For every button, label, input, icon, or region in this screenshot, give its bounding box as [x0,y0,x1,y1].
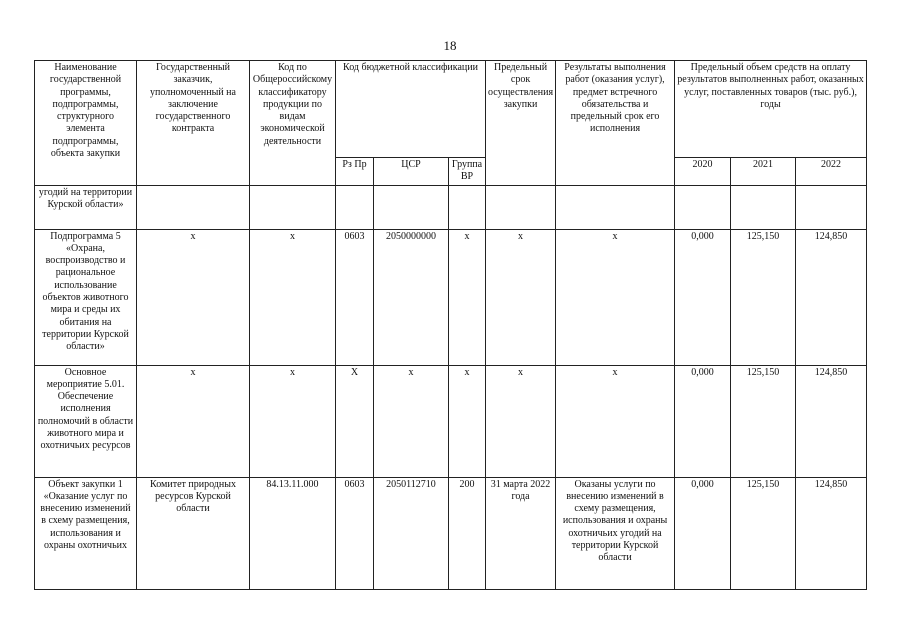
table-row [35,185,867,229]
row-vr: 200 [449,477,486,589]
row-rzpr: Х [336,365,374,477]
row-2021: 125,150 [731,229,796,365]
header-term: Предельный срок осуществления закупки [486,61,556,186]
row-vr: х [449,365,486,477]
row-rzpr: 0603 [336,229,374,365]
header-budget-code: Код бюджетной классификации [336,61,486,158]
header-csr: ЦСР [374,158,449,186]
row-rzpr [336,185,374,229]
table-row [35,477,867,589]
header-year-2021: 2021 [731,158,796,186]
header-year-2020: 2020 [675,158,731,186]
row-customer [137,185,250,229]
row-term: 31 марта 2022 года [486,477,556,589]
header-rzpr: Рз Пр [336,158,374,186]
row-name: угодий на территории Курской области» [35,185,137,229]
row-csr: 2050112710 [374,477,449,589]
procurement-table [34,60,867,590]
header-vr: Группа ВР [449,158,486,186]
row-2021: 125,150 [731,477,796,589]
row-csr: 2050000000 [374,229,449,365]
row-2022: 124,850 [796,365,867,477]
row-customer: х [137,365,250,477]
header-okpd: Код по Общероссийскому классификатору продукции по видам экономической деятельности [250,61,336,186]
header-customer: Государственный заказчик, уполномоченный на заключение государственного контракта [137,61,250,186]
row-2020: 0,000 [675,477,731,589]
row-okpd: х [250,365,336,477]
row-results [556,185,675,229]
row-vr [449,185,486,229]
row-rzpr: 0603 [336,477,374,589]
row-results: х [556,229,675,365]
row-2020: 0,000 [675,365,731,477]
table-row [35,365,867,477]
row-csr: х [374,365,449,477]
row-vr: х [449,229,486,365]
row-2020 [675,185,731,229]
header-volume: Предельный объем средств на оплату результатов выполненных работ, оказанных услуг, поставленных товаров (тыс. руб.), годы [675,61,867,158]
row-results: х [556,365,675,477]
header-name: Наименование государственной программы, подпрограммы, структурного элемента подпрограммы, объекта закупки [35,61,137,186]
row-2022: 124,850 [796,229,867,365]
row-csr [374,185,449,229]
page-number: 18 [443,38,457,53]
row-results: Оказаны услуги по внесению изменений в схему размещения, использования и охраны охотничьих угодий на территории Курской области [556,477,675,589]
header-row-1 [35,61,867,158]
row-name: Объект закупки 1 «Оказание услуг по внесению изменений в схему размещения, использования и охраны охотничьих [35,477,137,589]
header-year-2022: 2022 [796,158,867,186]
row-customer: Комитет природных ресурсов Курской области [137,477,250,589]
row-customer: х [137,229,250,365]
row-2021: 125,150 [731,365,796,477]
row-term [486,185,556,229]
row-term: х [486,365,556,477]
row-name: Основное мероприятие 5.01. Обеспечение исполнения полномочий в области животного мира и охотничьих ресурсов [35,365,137,477]
row-name: Подпрограмма 5 «Охрана, воспроизводство и рациональное использование объектов животного мира и среды их обитания на территории Курской области» [35,229,137,365]
row-okpd: х [250,229,336,365]
row-2022 [796,185,867,229]
row-2021 [731,185,796,229]
row-okpd [250,185,336,229]
table-row [35,229,867,365]
row-term: х [486,229,556,365]
row-2022: 124,850 [796,477,867,589]
row-okpd: 84.13.11.000 [250,477,336,589]
row-2020: 0,000 [675,229,731,365]
header-results: Результаты выполнения работ (оказания услуг), предмет встречного обязательства и предельный срок его исполнения [556,61,675,186]
